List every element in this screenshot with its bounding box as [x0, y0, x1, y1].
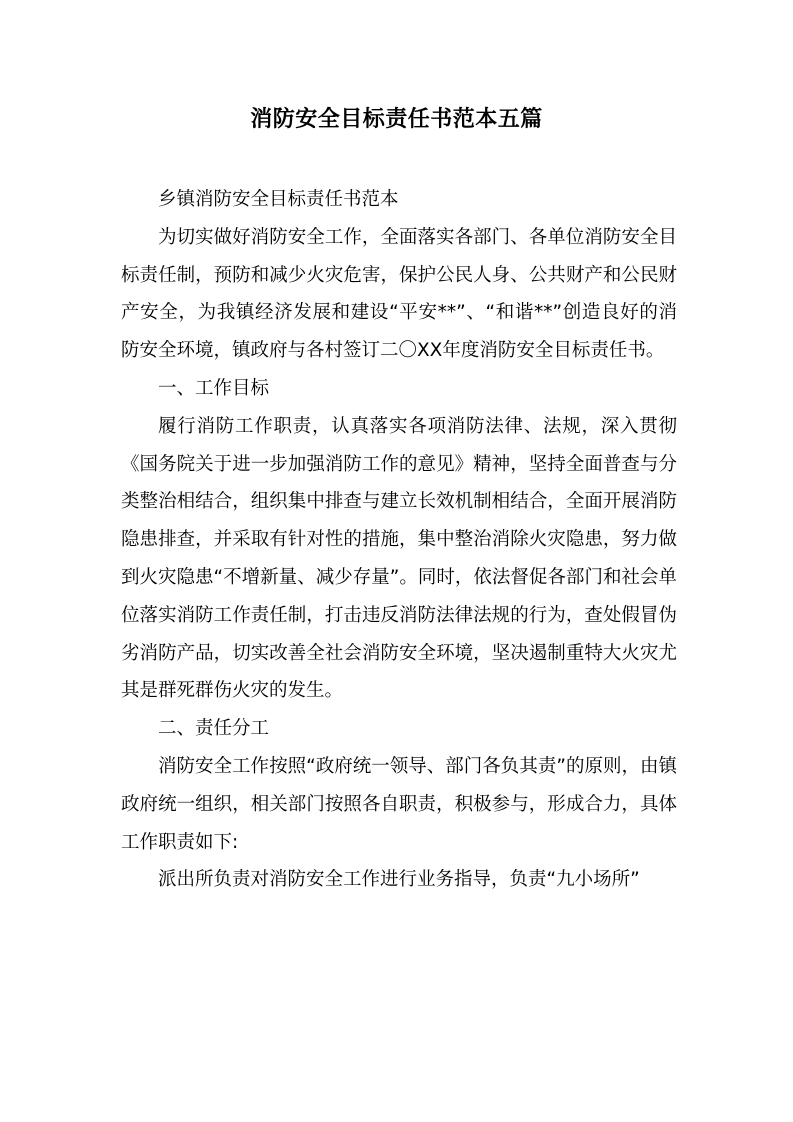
responsibilities-paragraph: 消防安全工作按照“政府统一领导、部门各负其责”的原则，由镇政府统一组织，相关部门按照各自职责，积极参与，形成合力，具体工作职责如下: [121, 755, 677, 853]
police-station-paragraph: 派出所负责对消防安全工作进行业务指导，负责“九小场所” [158, 869, 640, 891]
goals-paragraph: 履行消防工作职责，认真落实各项消防法律、法规，深入贯彻《国务院关于进一步加强消防工作的意见》精神，坚持全面普查与分类整治相结合，组织集中排查与建立长效机制相结合，全面开展消防隐患排查，并采取有针对性的措施，集中整治消除火灾隐患，努力做到火灾隐患“不增新量、减少存量”。同时，依法督促各部门和社会单位落实消防工作责任制，打击违反消防法律法规的行为，查处假冒伪劣消防产品，切实改善全社会消防安全环境，坚决遏制重特大火灾尤其是群死群伤火灾的发生。 [121, 415, 677, 702]
document-body [121, 181, 677, 899]
section-heading-township: 乡镇消防安全目标责任书范本 [158, 189, 399, 210]
intro-paragraph: 为切实做好消防安全工作，全面落实各部门、各单位消防安全目标责任制，预防和减少火灾危害，保护公民人身、公共财产和公民财产安全，为我镇经济发展和建设“平安**”、“和谐**”创造良好的消防安全环境，镇政府与各村签订二〇XX年度消防安全目标责任书。 [121, 226, 677, 362]
section-heading-responsibilities: 二、责任分工 [158, 718, 270, 740]
document-title: 消防安全目标责任书范本五篇 [250, 107, 543, 132]
section-heading-goals: 一、工作目标 [158, 377, 270, 399]
